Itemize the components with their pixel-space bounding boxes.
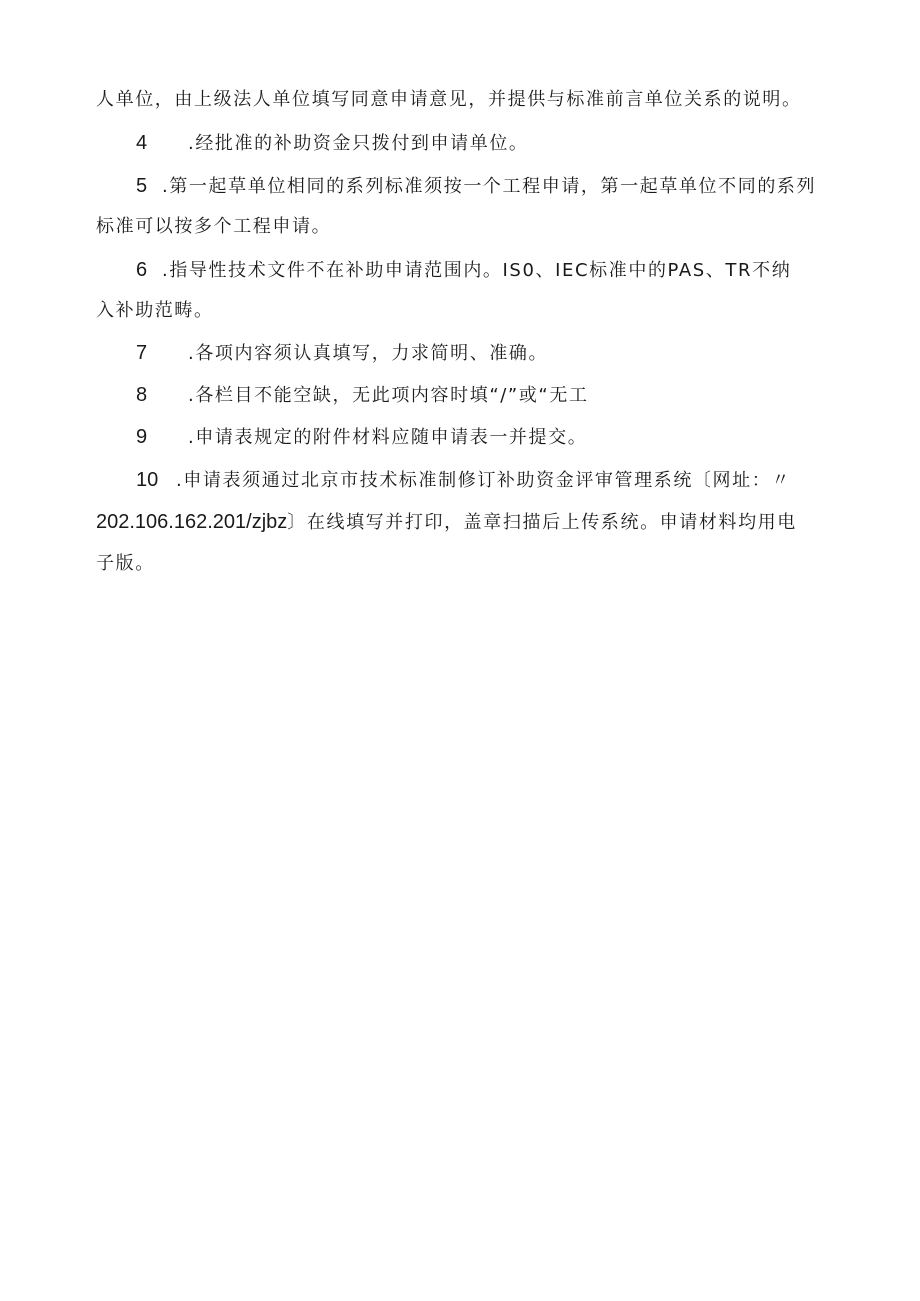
item-8-text: .各栏目不能空缺，无此项内容时填“/”或“无工 [188,385,589,406]
item-7-number: 7 [136,342,148,364]
item-10-number: 10 [136,469,159,491]
item-7 [136,341,548,366]
item-10-text-line3: 子版。 [96,553,155,574]
item-5-text-line2: 标准可以按多个工程申请。 [96,216,332,237]
item-6-line2 [96,299,214,323]
item-10-line3 [96,552,155,576]
item-6-text-line2: 入补助范畴。 [96,300,214,321]
item-10-url: 202.106.162.201/zjbz [96,511,288,533]
item-7-text: .各项内容须认真填写，力求简明、准确。 [188,343,549,364]
item-4 [136,131,529,156]
item-4-number: 4 [136,132,148,154]
item3-continuation-text: 人单位，由上级法人单位填写同意申请意见，并提供与标准前言单位关系的说明。 [96,89,802,110]
item-10-line2 [96,510,797,535]
item-5-number: 5 [136,175,148,197]
item-5-line2 [96,215,331,239]
item-9-number: 9 [136,426,148,448]
item-4-text: .经批准的补助资金只拨付到申请单位。 [188,133,529,154]
item-6-number: 6 [136,259,148,281]
item-9 [136,425,587,450]
item-9-text: .申请表规定的附件材料应随申请表一并提交。 [188,427,588,448]
item-8 [136,383,589,408]
item-5-text-line1: .第一起草单位相同的系列标准须按一个工程申请，第一起草单位不同的系列 [162,176,817,197]
item-10-text-line2: 〕在线填写并打印，盖章扫描后上传系统。申请材料均用电 [287,512,797,533]
item-5 [136,174,816,199]
item3-continuation [96,88,802,112]
item-6-text-line1: .指导性技术文件不在补助申请范围内。IS0、IEC标准中的PAS、TR不纳 [162,260,792,281]
item-8-number: 8 [136,384,148,406]
item-10-text-line1: .申请表须通过北京市技术标准制修订补助资金评审管理系统〔网址：〃 [176,470,791,491]
item-6 [136,258,791,283]
item-10 [136,468,791,493]
